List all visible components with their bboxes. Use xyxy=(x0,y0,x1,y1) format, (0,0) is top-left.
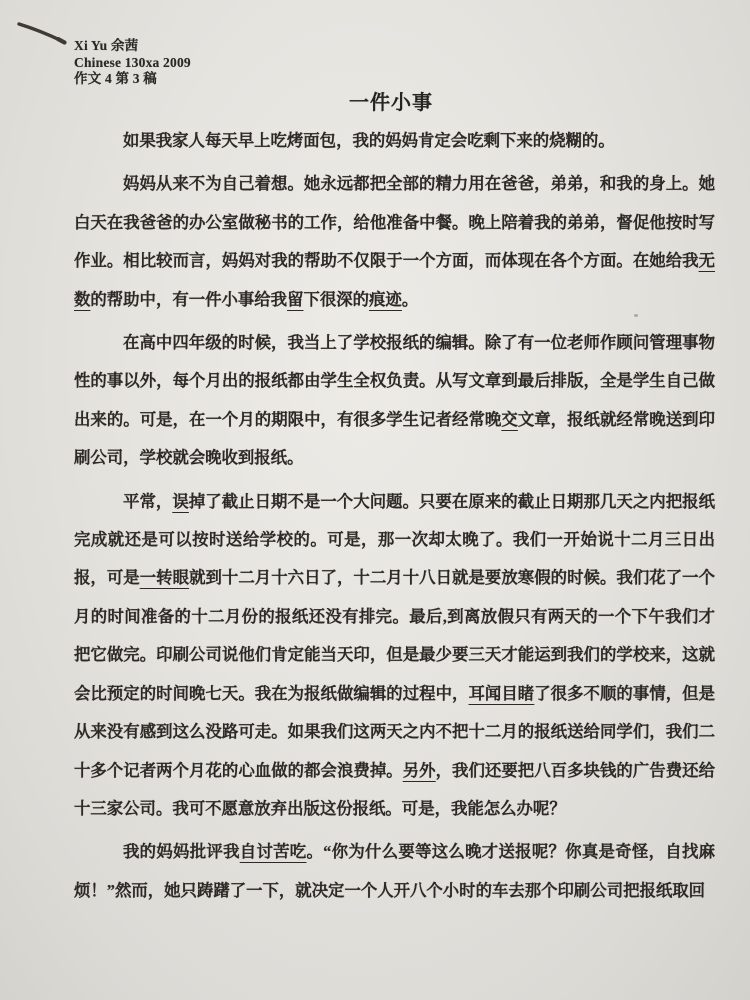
draft-info: 作文 4 第 3 稿 xyxy=(74,71,157,86)
underlined-phrase: 误 xyxy=(172,491,189,511)
underlined-phrase: 耳闻目睹 xyxy=(468,683,535,703)
text-segment: 了很多不顺的事情，但是从来没有感到这么没路可走。如果我们这两天之内不把十二月的报纸送给同学们，我们二十多个记者两个月花的心血做的都会浪费掉。 xyxy=(74,683,716,780)
text-segment: 就到十二月十六日了，十二月十八日就是要放寒假的时候。我们花了一个月的时间准备的十二月份的报纸还没有排完。最后,到离放假只有两天的一个下午我们才把它做完。印刷公司说他们肯定能当天印，但是最少要三天才能运到我们的学校来，这就会比预定的时间晚七天。我在为报纸做编辑的过程中， xyxy=(74,568,716,703)
text-segment: 妈妈从来不为自己着想。她永远都把全部的精力用在爸爸，弟弟，和我的身上。她白天在我爸爸的办公室做秘书的工作，给他准备中餐。晚上陪着我的弟弟，督促他按时写作业。相比较而言，妈妈对我的帮助不仅限于一个方面，而体现在各个方面。在她给我 xyxy=(74,174,715,271)
underlined-phrase: 交 xyxy=(501,409,518,429)
text-segment: 文章，报纸就经常晚送到印刷公司，学校就会晚收到报纸。 xyxy=(74,409,716,468)
text-segment: 。“你为什么要等这么晚才送报呢？你真是奇怪，自找麻烦！”然而，她只踌躇了一下，就决定一个人开八个小时的车去那个印刷公司把报纸取回 xyxy=(74,842,716,900)
text-segment: 。 xyxy=(401,289,419,309)
underlined-phrase: 一转眼 xyxy=(139,568,190,588)
underlined-phrase: 留 xyxy=(287,289,304,309)
essay-paragraph xyxy=(74,324,715,478)
essay-title: 一件小事 xyxy=(349,92,433,114)
paper-speck xyxy=(634,314,638,317)
underlined-phrase: 另外 xyxy=(402,760,436,780)
essay-paragraph xyxy=(74,165,715,319)
student-name: Xi Yu 余茜 xyxy=(74,38,139,53)
underlined-phrase: 无数 xyxy=(74,251,715,309)
essay-paragraph xyxy=(74,833,715,910)
text-segment: 下很深的 xyxy=(303,289,370,309)
text-segment: 平常， xyxy=(123,491,173,511)
essay-paragraph xyxy=(74,483,715,829)
text-segment: 如果我家人每天早上吃烤面包，我的妈妈肯定会吃剩下来的烧糊的。 xyxy=(123,131,615,150)
essay-paragraph xyxy=(74,122,715,160)
text-segment: 在高中四年级的时候，我当上了学校报纸的编辑。除了有一位老师作顾问管理事物性的事以外，每个月出的报纸都由学生全权负责。从写文章到最后排版，全是学生自己做出来的。可是，在一个月的期限中，有很多学生记者经常晚 xyxy=(74,333,715,429)
text-segment: 我的妈妈批评我 xyxy=(123,842,240,862)
underlined-phrase: 痕迹 xyxy=(369,289,402,309)
document-header xyxy=(74,38,191,88)
text-segment: 掉了截止日期不是一个大问题。只要在原来的截止日期那几天之内把报纸完成就还是可以按时送给学校的。可是，那一次却太晚了。我们一开始说十二月三日出报，可是 xyxy=(74,491,716,588)
text-segment: ，我们还要把八百多块钱的广告费还给十三家公司。我可不愿意放弃出版这份报纸。可是，我能怎么办呢？ xyxy=(74,760,716,818)
underlined-phrase: 自讨苦吃 xyxy=(239,842,307,862)
text-segment: 的帮助中，有一件小事给我 xyxy=(90,289,288,309)
essay-body xyxy=(74,122,715,915)
course-info: Chinese 130xa 2009 xyxy=(74,54,191,70)
